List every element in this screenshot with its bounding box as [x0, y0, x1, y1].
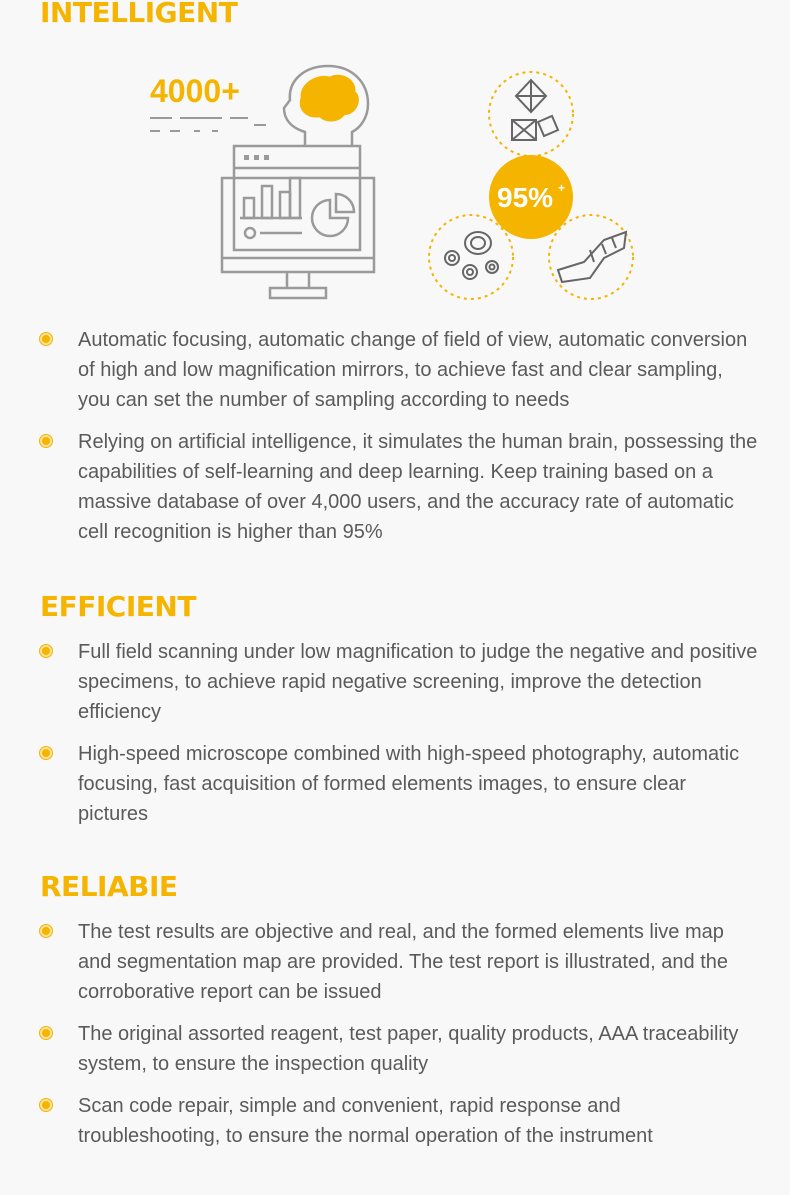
list-item: Automatic focusing, automatic change of field of view, automatic conversion of high and low magnification mirrors, to achieve fast and clear sampling, you can set the number of sampling according to needs: [40, 325, 760, 415]
intelligent-illustration: [0, 40, 790, 330]
bullet-icon: [40, 435, 52, 447]
bullet-icon: [40, 333, 52, 345]
efficient-list: [40, 637, 760, 841]
crystal-icon: [512, 80, 558, 140]
list-item: Scan code repair, simple and convenient, rapid response and troubleshooting, to ensure the normal operation of the instrument: [40, 1091, 760, 1151]
count-label: 4000+: [150, 73, 240, 109]
list-item: Full field scanning under low magnification to judge the negative and positive specimens, to achieve rapid negative screening, improve the detection efficiency: [40, 637, 760, 727]
dash-lines: [150, 118, 266, 131]
section-title-reliable: RELIABIE: [40, 870, 178, 903]
bullet-icon: [40, 925, 52, 937]
bullet-icon: [40, 645, 52, 657]
list-item: The original assorted reagent, test paper, quality products, AAA traceability system, to ensure the inspection quality: [40, 1019, 760, 1079]
section-title-intelligent: INTELLIGENT: [40, 0, 238, 29]
reliable-list: [40, 917, 760, 1163]
accuracy-badge: [489, 155, 573, 239]
cells-icon: [445, 232, 498, 279]
brain-icon: [284, 66, 368, 147]
accuracy-label: 95%: [497, 182, 554, 213]
bullet-icon: [40, 747, 52, 759]
section-title-efficient: EFFICIENT: [40, 590, 196, 623]
bullet-icon: [40, 1027, 52, 1039]
accuracy-sup: +: [558, 181, 566, 195]
list-item: High-speed microscope combined with high-speed photography, automatic focusing, fast acquisition of formed elements images, to ensure clear pictures: [40, 739, 760, 829]
monitor-chart-icon: [222, 146, 374, 298]
bullet-icon: [40, 1099, 52, 1111]
list-item: Relying on artificial intelligence, it simulates the human brain, possessing the capabilities of self-learning and deep learning. Keep training based on a massive database of over 4,000 users, and the accuracy rate of automatic cell recognition is higher than 95%: [40, 427, 760, 547]
list-item: The test results are objective and real, and the formed elements live map and segmentation map are provided. The test report is illustrated, and the corroborative report can be issued: [40, 917, 760, 1007]
intelligent-list: [40, 325, 760, 559]
cast-icon: [558, 232, 626, 282]
